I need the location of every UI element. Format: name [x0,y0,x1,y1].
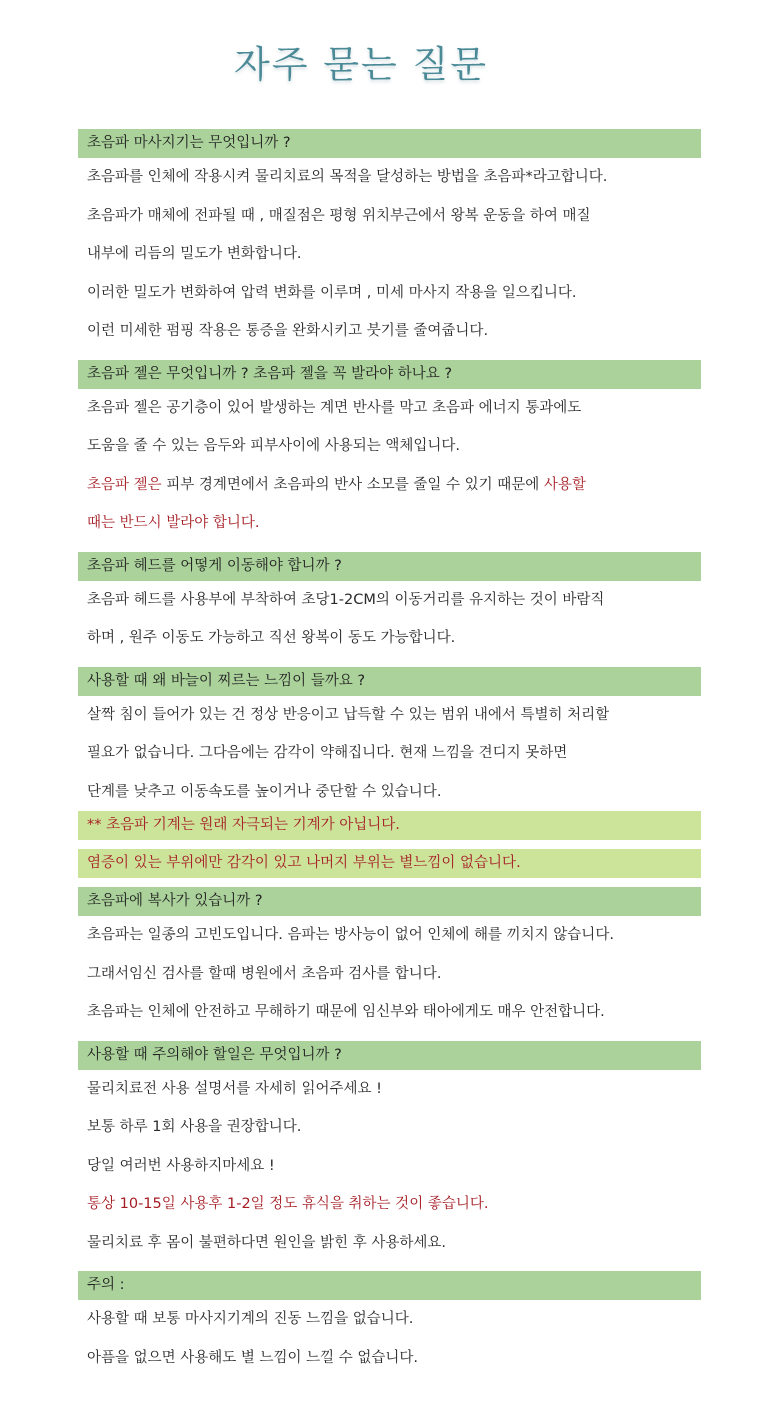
answer-line: 물리치료전 사용 설명서를 자세히 읽어주세요 ! [87,1080,382,1097]
answer-line-warning: 때는 반드시 발라야 합니다. [87,515,260,531]
faq-content [78,129,701,1377]
faq-question-radiation: 초음파에 복사가 있습니까 ? [78,887,701,916]
answer-line-warning: 통상 10-15일 사용후 1-2일 정도 휴식을 취하는 것이 좋습니다. [87,1196,489,1212]
answer-line: 도움을 줄 수 있는 음두와 피부사이에 사용되는 액체입니다. [87,438,461,454]
answer-line: 당일 여러번 사용하지마세요 ! [87,1157,275,1174]
answer-line: 아픔을 없으면 사용해도 별 느낌이 느낄 수 없습니다. [87,1349,419,1366]
highlight-text: 사용할 [543,476,586,493]
answer-line: 초음파를 인체에 작용시켜 물리치료의 목적을 달성하는 방법을 초음파*라고합니다. [87,169,608,185]
answer-line: 살짝 침이 들어가 있는 건 정상 반응이고 납득할 수 있는 범위 내에서 특별히 처리할 [87,706,610,723]
faq-question-precautions: 사용할 때 주의해야 할일은 무엇입니까 ? [78,1041,701,1070]
answer-line: 초음파는 일종의 고빈도입니다. 음파는 방사능이 없어 인체에 해를 끼치지 않습니다. [87,927,614,943]
answer-line: 초음파 헤드를 사용부에 부착하여 초당1-2CM의 이동거리를 유지하는 것이 바람직 [87,591,605,608]
faq-question-ultrasound-gel: 초음파 젤은 무엇입니까 ? 초음파 젤을 꼭 발라야 하나요 ? [78,360,701,389]
answer-line: 초음파가 매체에 전파될 때 , 매질점은 평형 위치부근에서 왕복 운동을 하여 매질 [87,207,591,224]
answer-line: 내부에 리듬의 밀도가 변화합니다. [87,246,302,262]
answer-line: 이러한 밀도가 변화하여 압력 변화를 이루며 , 미세 마사지 작용을 일으킵니다. [87,284,577,301]
faq-caution-header: 주의 : [78,1271,701,1300]
answer-line: 필요가 없습니다. 그다음에는 감각이 약해집니다. 현재 느낌을 견디지 못하면 [87,745,568,761]
answer-line: 이런 미세한 펌핑 작용은 통증을 완화시키고 붓기를 줄여줍니다. [87,323,489,339]
answer-line: 단계를 낮추고 이동속도를 높이거나 중단할 수 있습니다. [87,783,442,800]
answer-line: 보통 하루 1회 사용을 권장합니다. [87,1119,302,1135]
plain-text: 피부 경계면에서 초음파의 반사 소모를 줄일 수 있기 때문에 [161,476,544,493]
highlight-text: 초음파 젤은 [87,476,162,493]
answer-line: 그래서임신 검사를 할때 병원에서 초음파 검사를 합니다. [87,965,442,982]
faq-question-what-is-ultrasound-massager: 초음파 마사지기는 무엇입니까 ? [78,129,701,158]
answer-line: 초음파 젤은 공기층이 있어 발생하는 계면 반사를 막고 초음파 에너지 통과에도 [87,399,582,416]
faq-question-how-to-move-head: 초음파 헤드를 어떻게 이동해야 합니까 ? [78,552,701,581]
faq-question-needle-feeling: 사용할 때 왜 바늘이 찌르는 느낌이 들까요 ? [78,667,701,696]
page-title: 자주 묻는 질문 [234,43,488,86]
answer-line: 하며 , 원주 이동도 가능하고 직선 왕복이 동도 가능합니다. [87,630,456,646]
answer-line-highlighted [78,466,701,505]
note-banner: ** 초음파 기계는 원래 자극되는 기계가 아닙니다. [78,811,701,840]
answer-line: 사용할 때 보통 마사지기계의 진동 느낌을 없습니다. [87,1311,414,1327]
note-banner: 염증이 있는 부위에만 감각이 있고 나머지 부위는 별느낌이 없습니다. [78,849,701,878]
answer-line: 물리치료 후 몸이 불편하다면 원인을 밝힌 후 사용하세요. [87,1234,447,1251]
answer-line: 초음파는 인체에 안전하고 무해하기 때문에 임신부와 태아에게도 매우 안전합니다. [87,1004,605,1020]
